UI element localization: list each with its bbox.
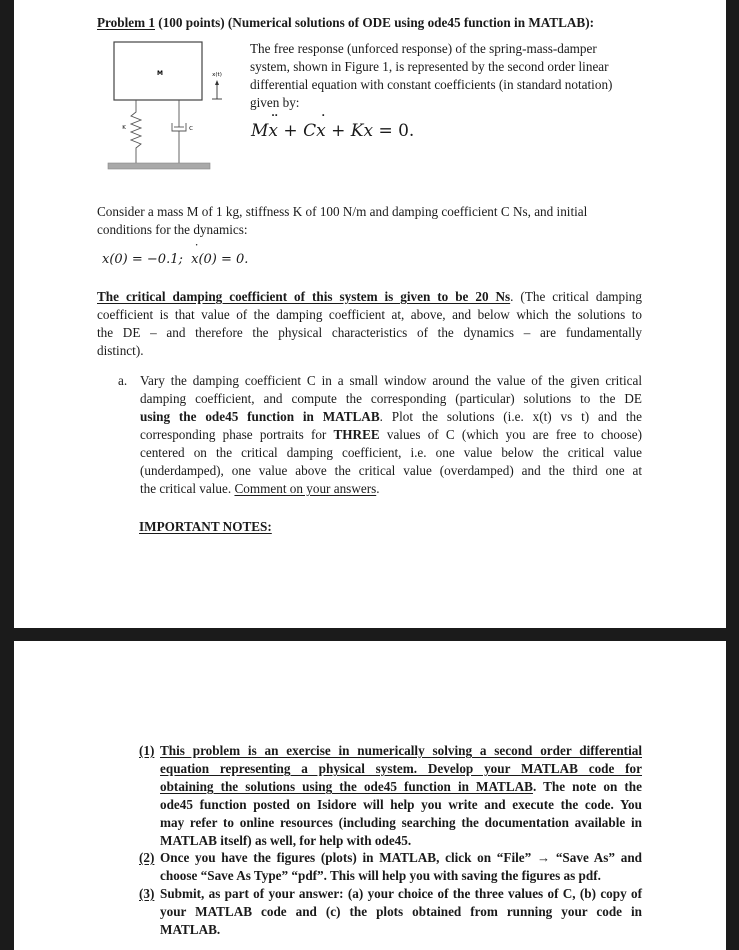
consider-line-1: Consider a mass M of 1 kg, stiffness K of 100 N/m and damping coefficient C Ns, and initial [97, 204, 588, 219]
note-3-line-1: Submit, as part of your answer: (a) your choice of the three values of C, (b) copy of [160, 886, 642, 901]
document-page-1 [14, 0, 726, 628]
intro-line-4: given by: [250, 95, 300, 110]
intro-line-1: The free response (unforced response) of the spring-mass-damper [250, 41, 597, 56]
note-2-number-text: (2) [139, 850, 155, 865]
spring-mass-damper-figure [100, 36, 230, 174]
critical-statement: The critical damping coefficient of this system is given to be 20 Ns [97, 289, 511, 304]
part-a-paragraph [140, 372, 642, 498]
critical-line-4: distinct). [97, 343, 144, 358]
part-a-line-4-a: corresponding phase portraits for [140, 427, 334, 442]
note-1-line-4: ode45 function posted on Isidore will help you write and execute the code. You [160, 797, 642, 812]
part-a-line-7 [140, 480, 642, 498]
critical-line-1 [97, 288, 642, 306]
note-3-line-2: your MATLAB code and (c) the plots obtained from running your code in [160, 904, 642, 919]
part-a-line-3 [140, 408, 642, 426]
problem-title-rest: (100 points) (Numerical solutions of ODE using ode45 function in MATLAB): [158, 15, 595, 30]
eq-damping: C [303, 121, 317, 141]
displacement-arrow-head [215, 80, 219, 85]
ground [108, 163, 210, 169]
important-notes-heading [139, 518, 272, 536]
spring-label: K [122, 125, 126, 131]
part-a-line-4-b: values of C (which you are free to choose) [379, 427, 642, 442]
note-1-line-5: may refer to online resources (including searching the documentation available in [160, 815, 642, 830]
part-a-line-5: centered on the critical damping coefficient, i.e. one value below the critical value [140, 445, 642, 460]
eq-plus-1: + [278, 121, 304, 141]
part-a-ode45-bold: using the ode45 function in MATLAB [140, 409, 380, 424]
displacement-label: x(t) [212, 72, 222, 78]
eq-plus-2: + [325, 121, 351, 141]
note-1-line-6: MATLAB itself) as well, for help with ode45. [160, 833, 412, 848]
ic-xdot0: (0) = 0. [198, 252, 249, 267]
mass-label: M [157, 70, 163, 77]
note-2 [160, 849, 642, 885]
initial-conditions [102, 252, 248, 267]
part-a-line-3-rest: . Plot the solutions (i.e. x(t) vs t) and the [379, 409, 642, 424]
eq-rhs: = 0. [373, 121, 415, 141]
note-1-line-2-text: equation representing a physical system. Develop your MATLAB code for [160, 761, 642, 776]
note-1 [160, 742, 642, 850]
part-a-three-bold: THREE [333, 427, 380, 442]
damper-label: C [189, 126, 193, 132]
damper-icon [172, 100, 186, 164]
document-page-2 [14, 641, 726, 950]
part-a-line-6: (underdamped), one value above the critical value (overdamped) and the third one at [140, 463, 642, 478]
note-1-line-1-text: This problem is an exercise in numerically solving a second order differential [160, 743, 642, 758]
intro-paragraph [250, 40, 650, 112]
problem-title [97, 14, 594, 32]
ode-equation [251, 121, 414, 141]
consider-line-2: conditions for the dynamics: [97, 222, 248, 237]
part-a-line-1: Vary the damping coefficient C in a small window around the value of the given critical [140, 373, 642, 388]
important-notes-heading-text: IMPORTANT NOTES: [139, 519, 272, 534]
problem-number: Problem 1 [97, 15, 155, 30]
note-2-number [139, 849, 154, 867]
part-a-line-4 [140, 426, 642, 444]
part-a-line-7-a: the critical value. [140, 481, 235, 496]
x-double-dot: x ¨ [268, 121, 278, 141]
note-1-number [139, 742, 154, 760]
spring-icon [131, 100, 141, 164]
part-a-line-2: damping coefficient, and compute the corresponding (particular) solutions to the DE [140, 391, 642, 406]
intro-line-2: system, shown in Figure 1, is represented by the second order linear [250, 59, 609, 74]
ic-x0: x(0) = −0.1; [102, 252, 183, 267]
note-2-line-1: Once you have the figures (plots) in MATLAB, click on “File” → “Save As” and [160, 850, 642, 865]
note-1-line-1 [160, 742, 642, 760]
critical-damping-paragraph [97, 288, 642, 360]
note-2-line-2: choose “Save As Type” “pdf”. This will help you with saving the figures as pdf. [160, 868, 601, 883]
critical-line-3: the DE – and therefore the physical characteristics of the dynamics – are fundamentally [97, 325, 642, 340]
note-3-line-3: MATLAB. [160, 922, 221, 937]
critical-line-1-rest: . (The critical damping [510, 289, 642, 304]
note-3-number-text: (3) [139, 886, 155, 901]
critical-line-2: coefficient is that value of the damping coefficient at, above, and below which the solutions to [97, 307, 642, 322]
comment-on-answers: Comment on your answers [234, 481, 377, 496]
note-3 [160, 885, 642, 939]
part-a-marker: a. [118, 373, 128, 388]
eq-stiffness: Kx [350, 121, 374, 141]
intro-line-3: differential equation with constant coefficients (in standard notation) [250, 77, 613, 92]
note-1-line-3-rest: . The note on the [532, 779, 642, 794]
consider-paragraph [97, 203, 641, 239]
eq-mass: M [251, 121, 269, 141]
note-1-line-3-text: obtaining the solutions using the ode45 function in MATLAB [160, 779, 533, 794]
part-a-line-7-b: . [376, 481, 380, 496]
ic-x-dot: x ˙ [191, 252, 198, 267]
note-1-line-3 [160, 778, 642, 796]
x-dot: x ˙ [316, 121, 326, 141]
note-1-line-2 [160, 760, 642, 778]
note-3-number [139, 885, 154, 903]
note-1-number-text: (1) [139, 743, 155, 758]
